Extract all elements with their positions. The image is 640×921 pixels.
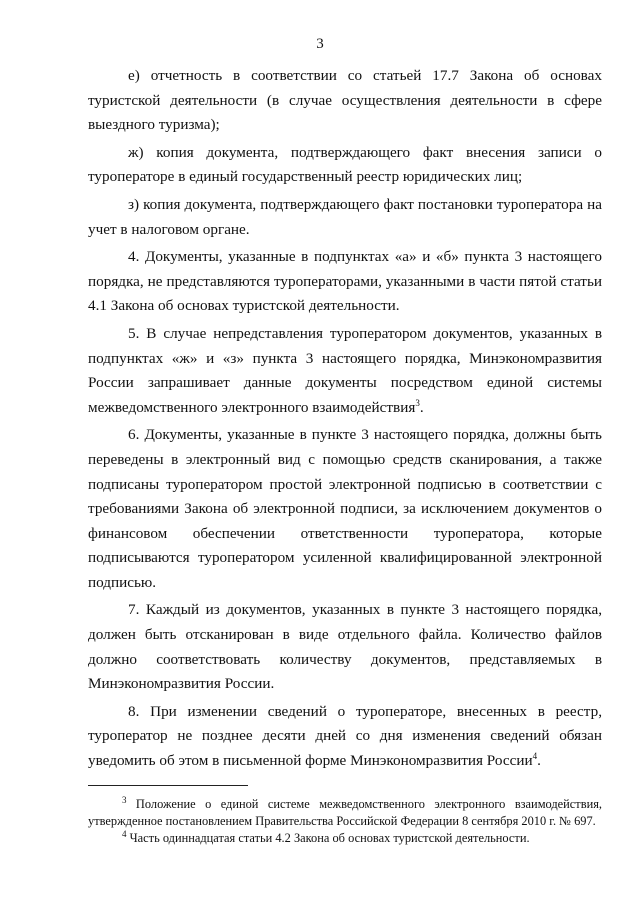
paragraph-tail: . bbox=[537, 752, 541, 770]
paragraph-tail: . bbox=[419, 398, 424, 416]
paragraph-8 bbox=[88, 700, 602, 774]
paragraph-text: 6. Документы, указанные в пункте 3 настоящего порядка, должны быть переведены в электронный вид с помощью средств сканирования, а также подписаны туроператором простой электронной подписью в соответствии с требованиями Закона об электронной подписи, за исключением документов о финансовом обеспечении ответственности туроператора, которые подписываются туроператором усиленной квалифицированной электронной подписью. bbox=[88, 426, 602, 591]
paragraph-text: ж) копия документа, подтверждающего факт внесения записи о туроператоре в единый государственный реестр юридических лиц; bbox=[88, 143, 602, 186]
paragraph-z bbox=[88, 193, 602, 242]
footnote-ref-3[interactable]: 3 bbox=[415, 397, 420, 408]
footnote-separator bbox=[88, 785, 248, 786]
footnote-ref-4[interactable]: 4 bbox=[532, 750, 538, 761]
paragraph-e bbox=[88, 64, 602, 138]
footnote-mark: 3 bbox=[122, 794, 127, 805]
paragraph-6 bbox=[88, 423, 602, 595]
paragraph-4 bbox=[88, 245, 602, 319]
paragraph-text: 4. Документы, указанные в подпунктах «а» и «б» пункта 3 настоящего порядка, не представляются туроператорами, указанными в части пятой статьи 4.1 Закона об основах туристской деятельности. bbox=[88, 248, 602, 315]
footnote-text: Положение о единой системе межведомственного электронного взаимодействия, утвержденное постановлением Правительства Российской Федерации 8 сентября 2010 г. № 697. bbox=[88, 797, 602, 828]
footnote-4 bbox=[88, 830, 602, 847]
page-number: 3 bbox=[316, 36, 324, 52]
paragraph-text: 5. В случае непредставления туроператором документов, указанных в подпунктах «ж» и «з» пункта 3 настоящего порядка, Минэкономразвития России запрашивает данные документы посредством единой системы межведомственного электронного взаимодействия bbox=[88, 324, 602, 416]
footnote-text: Часть одиннадцатая статьи 4.2 Закона об основах туристской деятельности. bbox=[126, 831, 530, 845]
paragraph-7 bbox=[88, 598, 602, 696]
paragraph-zh bbox=[88, 141, 602, 190]
paragraph-text: 8. При изменении сведений о туроператоре, внесенных в реестр, туроператор не позднее десяти дней со дня изменения сведений обязан уведомить об этом в письменной форме Минэкономразвития России bbox=[88, 702, 602, 770]
paragraph-text: е) отчетность в соответствии со статьей 17.7 Закона об основах туристской деятельности (в случае осуществления деятельности в сфере выездного туризма); bbox=[88, 67, 602, 134]
document-body bbox=[88, 64, 602, 777]
paragraph-5 bbox=[88, 322, 602, 420]
paragraph-text: з) копия документа, подтверждающего факт постановки туроператора на учет в налоговом органе. bbox=[88, 195, 602, 238]
footnote-mark: 4 bbox=[122, 828, 127, 839]
paragraph-text: 7. Каждый из документов, указанных в пункте 3 настоящего порядка, должен быть отсканирован в виде отдельного файла. Количество файлов должно соответствовать количеству документов, представляемых в Минэкономразвития России. bbox=[88, 601, 602, 693]
footnote-3 bbox=[88, 796, 602, 830]
footnotes-section bbox=[88, 796, 602, 847]
